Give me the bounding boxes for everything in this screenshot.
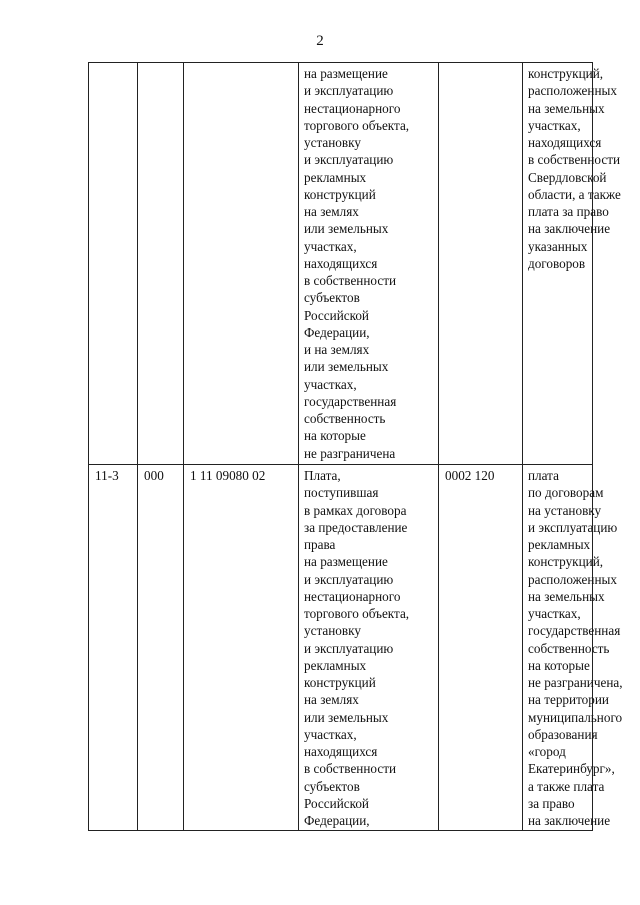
text-line: государственная: [304, 393, 397, 409]
text-line: рекламных: [528, 537, 591, 552]
text-line: конструкций: [304, 186, 376, 202]
text-line: Свердловской: [528, 169, 607, 185]
text-line: образования: [528, 726, 598, 742]
text-line: находящихся: [304, 744, 378, 759]
text-line: нестационарного: [304, 100, 401, 116]
text-line: договоров: [528, 255, 586, 271]
text-line: нестационарного: [304, 588, 401, 604]
text-line: не разграничена: [304, 445, 396, 461]
row-number-cell: [89, 63, 138, 465]
text-line: находящихся: [304, 255, 378, 271]
text-line: Российской: [304, 307, 369, 323]
text-line: торгового объекта,: [304, 117, 410, 133]
text-line: участках,: [528, 117, 581, 133]
revenue-code-cell: 1 11 09080 02: [184, 465, 299, 831]
revenue-name-cell: [299, 63, 439, 465]
text-line: субъектов: [304, 290, 360, 306]
page-number: 2: [316, 33, 324, 49]
text-line: конструкций: [304, 675, 376, 690]
text-line: торгового объекта,: [304, 606, 410, 621]
budget-code-table: [88, 62, 623, 831]
text-line: указанных: [528, 238, 588, 254]
text-line: и эксплуатацию: [304, 152, 394, 168]
text-line: плата: [528, 468, 559, 483]
text-line: конструкций,: [528, 554, 604, 570]
subcode-cell: 0002 120: [439, 465, 523, 831]
text-line: и эксплуатацию: [304, 640, 394, 656]
text-line: собственность: [528, 640, 610, 656]
text-line: в рамках договора: [304, 502, 407, 518]
text-line: установку: [304, 135, 361, 150]
text-line: субъектов: [304, 778, 360, 794]
text-line: на размещение: [304, 554, 388, 570]
text-line: на территории: [528, 692, 609, 708]
text-line: участках,: [304, 376, 357, 392]
text-line: на заключение: [528, 813, 611, 828]
text-line: в собственности: [304, 273, 397, 288]
text-line: на которые: [528, 657, 590, 673]
text-line: находящихся: [528, 135, 602, 150]
text-line: расположенных: [528, 83, 617, 99]
text-line: в собственности: [528, 152, 621, 168]
text-line: на которые: [304, 428, 366, 444]
revenue-name-cell: [299, 465, 439, 831]
text-line: рекламных: [304, 169, 367, 185]
text-line: государственная: [528, 623, 621, 639]
revenue-code-cell: [184, 63, 299, 465]
text-line: собственность: [304, 411, 386, 426]
text-line: на землях: [304, 204, 359, 219]
table-row: [89, 63, 593, 465]
text-line: участках,: [528, 606, 581, 621]
text-line: и эксплуатацию: [304, 83, 394, 99]
row-number-cell: 11-3: [89, 465, 138, 831]
text-line: участках,: [304, 726, 357, 742]
text-line: Плата,: [304, 468, 341, 483]
text-line: права: [304, 537, 336, 552]
text-line: установку: [304, 623, 361, 639]
text-line: участках,: [304, 238, 357, 254]
text-line: Федерации,: [304, 813, 370, 828]
subcode-description-cell: [523, 63, 621, 465]
text-line: а также плата: [528, 778, 605, 794]
text-line: за право: [528, 795, 575, 811]
text-line: на установку: [528, 502, 602, 518]
text-line: или земельных: [304, 221, 389, 237]
table-row: [89, 465, 593, 831]
text-line: на земельных: [528, 588, 605, 604]
text-line: области, а также: [528, 186, 621, 202]
text-line: конструкций,: [528, 66, 604, 81]
text-line: на земельных: [528, 100, 605, 116]
text-line: Екатеринбург»,: [528, 761, 615, 777]
text-line: за предоставление: [304, 519, 408, 535]
text-line: муниципального: [528, 709, 623, 725]
text-line: расположенных: [528, 571, 617, 587]
text-line: рекламных: [304, 657, 367, 673]
text-line: или земельных: [304, 709, 389, 725]
text-line: плата за право: [528, 204, 609, 219]
text-line: и эксплуатацию: [528, 519, 618, 535]
text-line: на размещение: [304, 66, 388, 81]
text-line: в собственности: [304, 761, 397, 777]
text-line: не разграничена,: [528, 675, 623, 690]
subcode-description-cell: [523, 465, 623, 831]
text-line: поступившая: [304, 485, 379, 501]
text-line: Федерации,: [304, 324, 370, 340]
text-line: или земельных: [304, 359, 389, 375]
text-line: по договорам: [528, 485, 604, 501]
text-line: на заключение: [528, 221, 611, 237]
text-line: на землях: [304, 692, 359, 708]
text-line: и эксплуатацию: [304, 571, 394, 587]
admin-code-cell: [138, 63, 184, 465]
text-line: и на землях: [304, 342, 370, 357]
text-line: Российской: [304, 795, 369, 811]
subcode-cell: [439, 63, 523, 465]
text-line: «город: [528, 744, 566, 759]
admin-code-cell: 000: [138, 465, 184, 831]
